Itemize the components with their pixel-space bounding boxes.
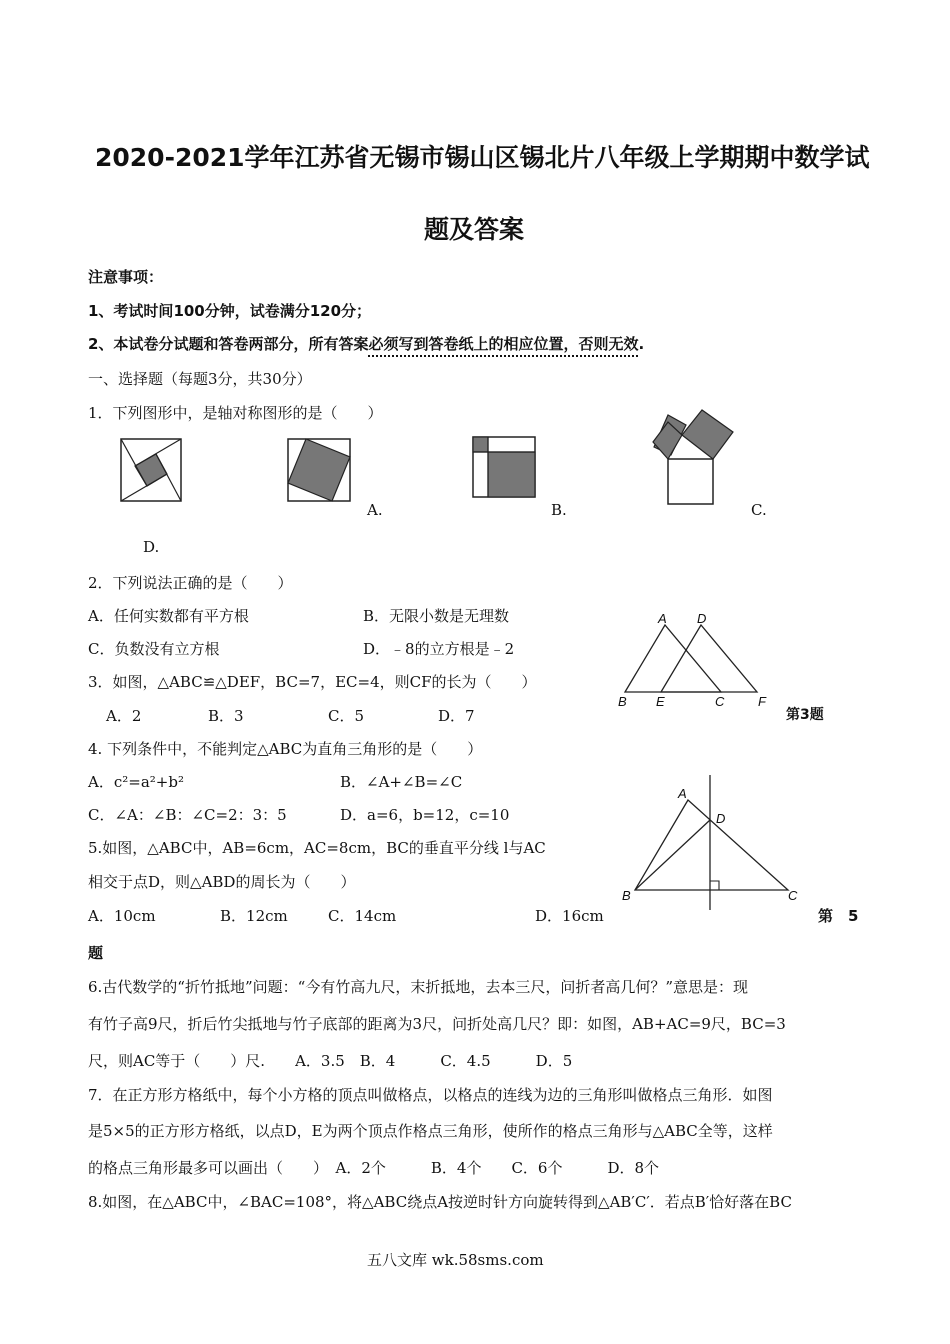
q1-option-a: A. <box>367 501 383 519</box>
notes-item-2-suffix: . <box>638 335 645 353</box>
q5-label-a: A <box>678 786 687 801</box>
section-1-heading: 一、选择题（每题3分，共30分） <box>88 370 312 388</box>
q3-label-f: F <box>758 694 766 709</box>
q6-line2: 有竹子高9尺，折后竹尖抵地与竹子底部的距离为3尺，问折处高几尺？即：如图，AB+AC=9尺，BC=3 <box>88 1015 786 1033</box>
q2-option-a: A．任何实数都有平方根 <box>88 607 249 625</box>
q3-stem: 3．如图，△ABC≌△DEF，BC=7，EC=4，则CF的长为（ ） <box>88 673 537 691</box>
q7-line3: 的格点三角形最多可以画出（ ） A．2个 B．4个 C．6个 D．8个 <box>88 1159 660 1177</box>
page-title-line2: 题及答案 <box>424 215 525 244</box>
notes-item-2-emphasis: 必须写到答卷纸上的相应位置，否则无效 <box>368 335 639 353</box>
q2-option-c: C．负数没有立方根 <box>88 640 220 658</box>
q1-figure-3 <box>472 436 536 498</box>
q1-option-d: D. <box>143 538 160 556</box>
q3-option-a: A．2 <box>106 707 142 725</box>
q5-option-a: A．10cm <box>88 907 156 925</box>
q3-label-b: B <box>618 694 627 709</box>
q1-figure-2 <box>287 438 351 502</box>
notes-item-2 <box>88 333 644 354</box>
q4-option-a: A．c²=a²+b² <box>88 773 184 791</box>
q7-line1: 7．在正方形方格纸中，每个小方格的顶点叫做格点，以格点的连线为边的三角形叫做格点三角形．如图 <box>88 1086 773 1104</box>
q1-option-c: C. <box>751 501 767 519</box>
q4-option-c: C．∠A：∠B：∠C=2：3：5 <box>88 806 287 824</box>
q3-option-d: D．7 <box>438 707 475 725</box>
q3-label-c: C <box>715 694 725 709</box>
q1-figure-4 <box>645 408 737 504</box>
page-title-line1: 2020-2021学年江苏省无锡市锡山区锡北片八年级上学期期中数学试 <box>95 143 870 172</box>
notes-heading: 注意事项： <box>88 268 164 286</box>
q3-figure <box>615 610 775 710</box>
q2-option-b: B．无限小数是无理数 <box>363 607 510 625</box>
q3-figure-caption: 第3题 <box>786 707 824 723</box>
q5-option-c: C．14cm <box>328 907 397 925</box>
q4-option-b: B．∠A+∠B=∠C <box>340 773 463 791</box>
q6-line3: 尺，则AC等于（ ）尺. A．3.5 B．4 C．4.5 D．5 <box>88 1052 573 1070</box>
q3-option-b: B．3 <box>208 707 244 725</box>
notes-item-1: 1、考试时间100分钟，试卷满分120分； <box>88 302 372 320</box>
q5-stem-line1: 5.如图，△ABC中，AB=6cm，AC=8cm，BC的垂直平分线 l与AC <box>88 839 546 857</box>
q3-label-e: E <box>656 694 665 709</box>
q2-option-d: D．﹣8的立方根是﹣2 <box>363 640 515 658</box>
q1-option-b: B. <box>551 501 567 519</box>
q8-line1: 8.如图，在△ABC中，∠BAC=108°，将△ABC绕点A按逆时针方向旋转得到△AB′C′．若点B′恰好落在BC <box>88 1193 792 1211</box>
footer-text: 五八文库 wk.58sms.com <box>367 1251 544 1269</box>
q1-figure-1 <box>120 438 182 502</box>
q1-stem: 1．下列图形中，是轴对称图形的是（ ） <box>88 404 383 422</box>
q4-option-d: D．a=6，b=12，c=10 <box>340 806 510 824</box>
q5-stem-line2: 相交于点D，则△ABD的周长为（ ） <box>88 873 356 891</box>
q5-option-d: D．16cm <box>535 907 604 925</box>
q5-figure <box>620 770 800 915</box>
q3-option-c: C．5 <box>328 707 365 725</box>
q7-line2: 是5×5的正方形方格纸，以点D，E为两个顶点作格点三角形，使所作的格点三角形与△ABC全等，这样 <box>88 1122 773 1140</box>
q5-label-b: B <box>622 888 631 903</box>
q5-option-b: B．12cm <box>220 907 288 925</box>
q5-label-d: D <box>716 811 726 826</box>
q6-line1: 6.古代数学的“折竹抵地”问题：“今有竹高九尺，末折抵地，去本三尺，问折者高几何？”意思是：现 <box>88 978 748 996</box>
q3-label-d: D <box>697 611 707 626</box>
q2-stem: 2．下列说法正确的是（ ） <box>88 574 293 592</box>
q5-caption-part1: 第 5 <box>818 907 859 925</box>
q4-stem: 4. 下列条件中，不能判定△ABC为直角三角形的是（ ） <box>88 740 483 758</box>
notes-item-2-prefix: 2、本试卷分试题和答卷两部分，所有答案 <box>88 335 369 353</box>
q5-label-c: C <box>788 888 798 903</box>
q5-caption-part2: 题 <box>88 944 104 962</box>
q3-label-a: A <box>658 611 667 626</box>
